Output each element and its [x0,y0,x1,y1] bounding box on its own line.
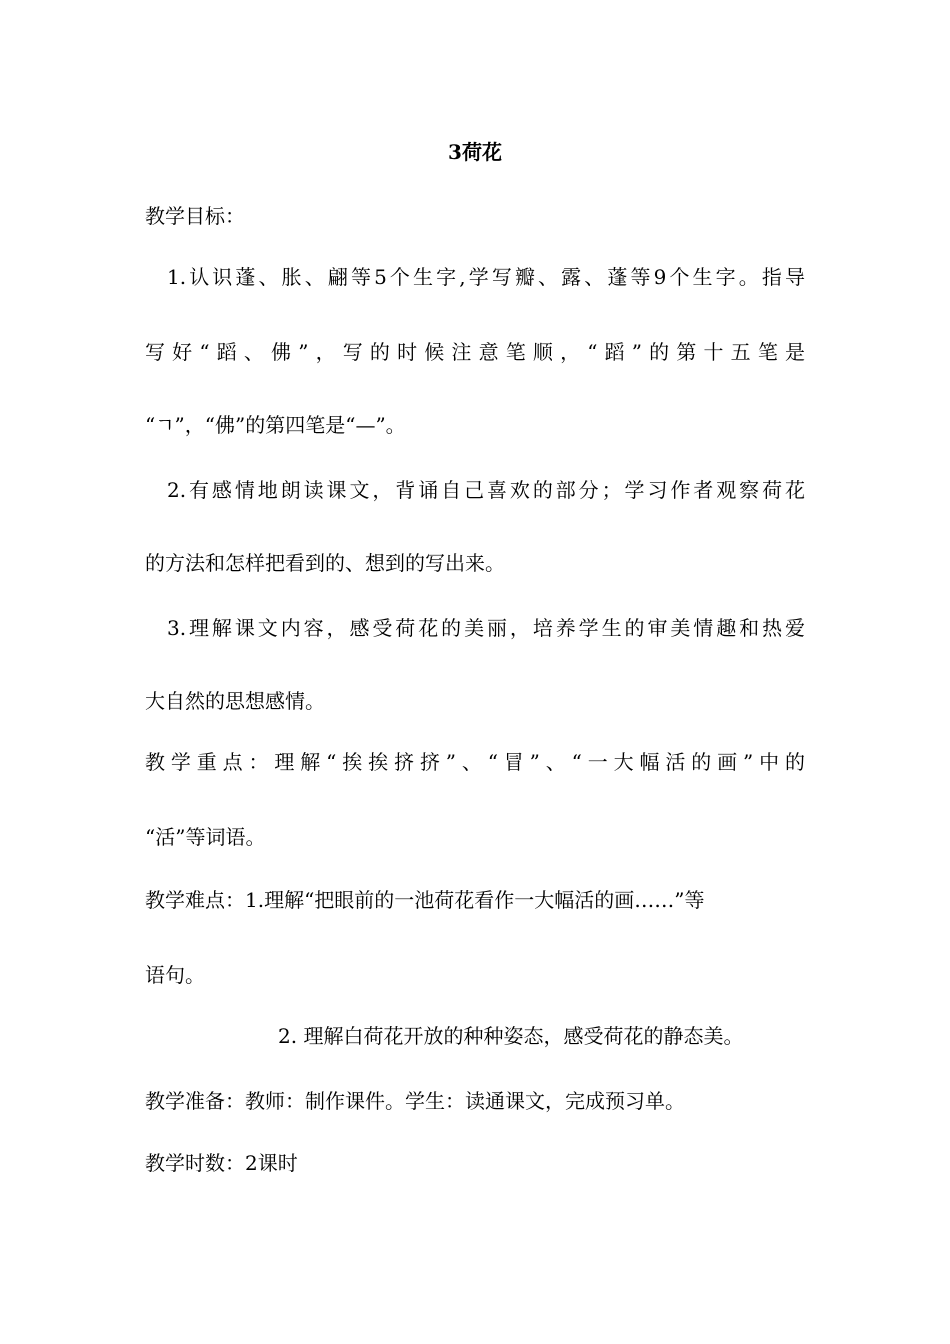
difficulties-line-3: 2. 理解白荷花开放的种种姿态，感受荷花的静态美。 [278,1024,744,1048]
lesson-title: 3荷花 [448,140,502,164]
key-points-line-1: 教学重点：理解“挨挨挤挤”、“冒”、“一大幅活的画”中的 [145,750,805,774]
difficulties-line-1: 教学难点：1.理解“把眼前的一池荷花看作一大幅活的画……”等 [145,888,705,912]
objective-1-line-2: 写好“蹈、佛”，写的时候注意笔顺，“蹈”的第十五笔是 [145,340,805,364]
preparation-line: 教学准备：教师：制作课件。学生：读通课文，完成预习单。 [145,1089,685,1113]
objective-2-line-1: 2.有感情地朗读课文，背诵自己喜欢的部分；学习作者观察荷花 [167,478,805,502]
objective-1-line-3: “ㄱ”，“佛”的第四笔是“—”。 [145,413,406,437]
objective-1-line-1: 1.认识蓬、胀、翩等5个生字,学写瓣、露、蓬等9个生字。指导 [167,265,805,289]
objectives-heading: 教学目标： [145,204,245,228]
key-points-line-2: “活”等词语。 [145,825,266,849]
objective-2-line-2: 的方法和怎样把看到的、想到的写出来。 [145,551,505,575]
objective-3-line-1: 3.理解课文内容，感受荷花的美丽，培养学生的审美情趣和热爱 [167,616,805,640]
difficulties-line-2: 语句。 [145,963,205,987]
objective-3-line-2: 大自然的思想感情。 [145,689,325,713]
hours-line: 教学时数：2课时 [145,1151,298,1175]
